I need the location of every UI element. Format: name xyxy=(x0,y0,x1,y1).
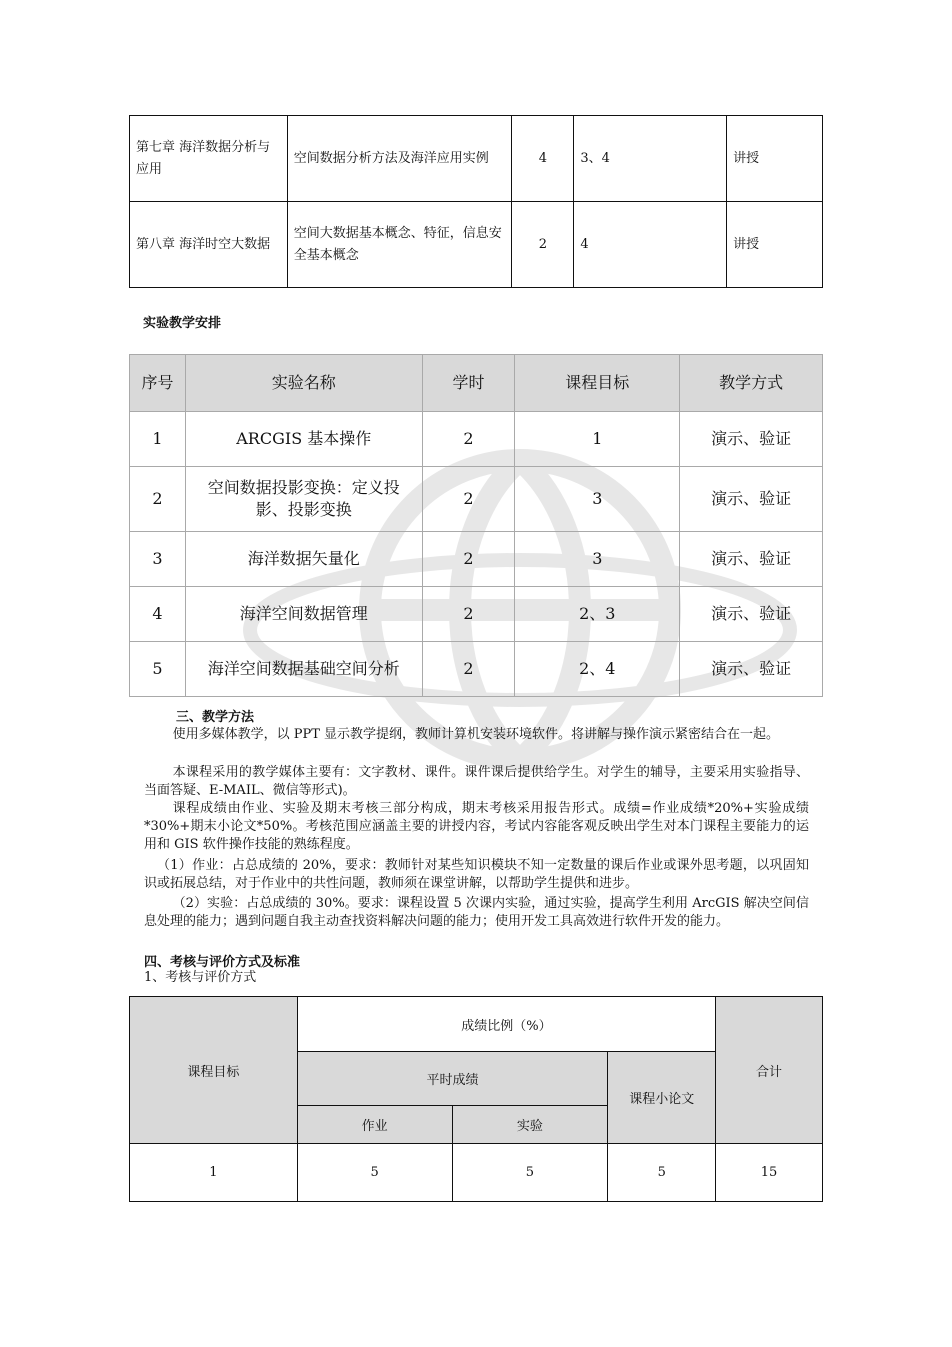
chapter-goals: 3、4 xyxy=(574,116,727,202)
teaching-methods-title: 三、教学方法 xyxy=(176,710,255,725)
chapter-content: 空间数据分析方法及海洋应用实例 xyxy=(287,116,512,202)
exp-name: 海洋空间数据管理 xyxy=(185,587,422,642)
chapter-table xyxy=(129,115,823,288)
header-no: 序号 xyxy=(130,355,186,412)
exp-goal: 2、4 xyxy=(515,642,680,697)
exp-hours: 2 xyxy=(422,532,515,587)
header-hours: 学时 xyxy=(422,355,515,412)
header-total: 合计 xyxy=(716,997,823,1144)
chapter-title: 第七章 海洋数据分析与应用 xyxy=(130,116,288,202)
row-goal: 1 xyxy=(130,1144,298,1202)
table-row xyxy=(130,587,823,642)
exp-hours: 2 xyxy=(422,412,515,467)
assessment-table xyxy=(129,996,823,1202)
header-goal: 课程目标 xyxy=(515,355,680,412)
exp-method: 演示、验证 xyxy=(680,467,823,532)
chapter-goals: 4 xyxy=(574,202,727,288)
chapter-content: 空间大数据基本概念、特征，信息安全基本概念 xyxy=(287,202,512,288)
header-experiment: 实验 xyxy=(452,1106,608,1144)
chapter-method: 讲授 xyxy=(727,116,823,202)
table-row xyxy=(130,202,823,288)
exp-method: 演示、验证 xyxy=(680,532,823,587)
experiment-section-title: 实验教学安排 xyxy=(143,316,222,331)
chapter-title: 第八章 海洋时空大数据 xyxy=(130,202,288,288)
table-row xyxy=(130,467,823,532)
teaching-methods-p1: 使用多媒体教学，以 PPT 显示教学提纲，教师计算机安装环境软件。将讲解与操作演示紧密结合在一起。 xyxy=(172,727,780,742)
table-header-row xyxy=(130,355,823,412)
exp-name: ARCGIS 基本操作 xyxy=(185,412,422,467)
exp-name: 海洋数据矢量化 xyxy=(185,532,422,587)
exp-goal: 1 xyxy=(515,412,680,467)
assessment-title: 四、考核与评价方式及标准 xyxy=(144,955,301,970)
row-paper: 5 xyxy=(608,1144,716,1202)
header-regular-score: 平时成绩 xyxy=(297,1052,608,1106)
row-experiment: 5 xyxy=(452,1144,608,1202)
chapter-method: 讲授 xyxy=(727,202,823,288)
exp-method: 演示、验证 xyxy=(680,412,823,467)
exp-no: 4 xyxy=(130,587,186,642)
exp-hours: 2 xyxy=(422,642,515,697)
header-course-goal: 课程目标 xyxy=(130,997,298,1144)
table-header-row xyxy=(130,997,823,1052)
chapter-hours: 4 xyxy=(512,116,574,202)
table-row xyxy=(130,412,823,467)
assessment-subtitle: 1、考核与评价方式 xyxy=(144,970,257,985)
exp-goal: 2、3 xyxy=(515,587,680,642)
table-row xyxy=(130,642,823,697)
teaching-methods-p5: （2）实验：占总成绩的 30%。要求：课程设置 5 次课内实验，通过实验，提高学生利用 ArcGIS 解决空间信息处理的能力；遇到问题自我主动查找资料解决问题的能力；使用开发工具高效进行软件开发的能力。 xyxy=(144,896,809,929)
exp-no: 3 xyxy=(130,532,186,587)
exp-name: 海洋空间数据基础空间分析 xyxy=(185,642,422,697)
exp-goal: 3 xyxy=(515,467,680,532)
header-course-paper: 课程小论文 xyxy=(608,1052,716,1144)
header-name: 实验名称 xyxy=(185,355,422,412)
teaching-methods-p3: 课程成绩由作业、实验及期末考核三部分构成，期末考核采用报告形式。成绩=作业成绩*20%+实验成绩*30%+期末小论文*50%。考核范围应涵盖主要的讲授内容，考试内容能客观反映出学生对本门课程主要能力的运用和 GIS 软件操作技能的熟练程度。 xyxy=(144,801,809,852)
exp-hours: 2 xyxy=(422,467,515,532)
table-row xyxy=(130,1144,823,1202)
exp-goal: 3 xyxy=(515,532,680,587)
row-total: 15 xyxy=(716,1144,823,1202)
exp-no: 2 xyxy=(130,467,186,532)
experiment-table xyxy=(129,354,823,697)
exp-method: 演示、验证 xyxy=(680,587,823,642)
exp-name: 空间数据投影变换：定义投影、投影变换 xyxy=(185,467,422,532)
chapter-hours: 2 xyxy=(512,202,574,288)
exp-no: 5 xyxy=(130,642,186,697)
header-method: 教学方式 xyxy=(680,355,823,412)
teaching-methods-p2: 本课程采用的教学媒体主要有：文字教材、课件。课件课后提供给学生。对学生的辅导，主要采用实验指导、当面答疑、E-MAIL、微信等形式)。 xyxy=(144,765,809,798)
table-row xyxy=(130,116,823,202)
exp-method: 演示、验证 xyxy=(680,642,823,697)
exp-hours: 2 xyxy=(422,587,515,642)
row-homework: 5 xyxy=(297,1144,452,1202)
header-homework: 作业 xyxy=(297,1106,452,1144)
table-row xyxy=(130,532,823,587)
header-score-ratio: 成绩比例（%） xyxy=(297,997,715,1052)
exp-no: 1 xyxy=(130,412,186,467)
teaching-methods-p4: （1）作业：占总成绩的 20%，要求：教师针对某些知识模块不知一定数量的课后作业或课外思考题，以巩固知识或拓展总结，对于作业中的共性问题，教师须在课堂讲解，以帮助学生提供和进步。 xyxy=(144,858,809,891)
